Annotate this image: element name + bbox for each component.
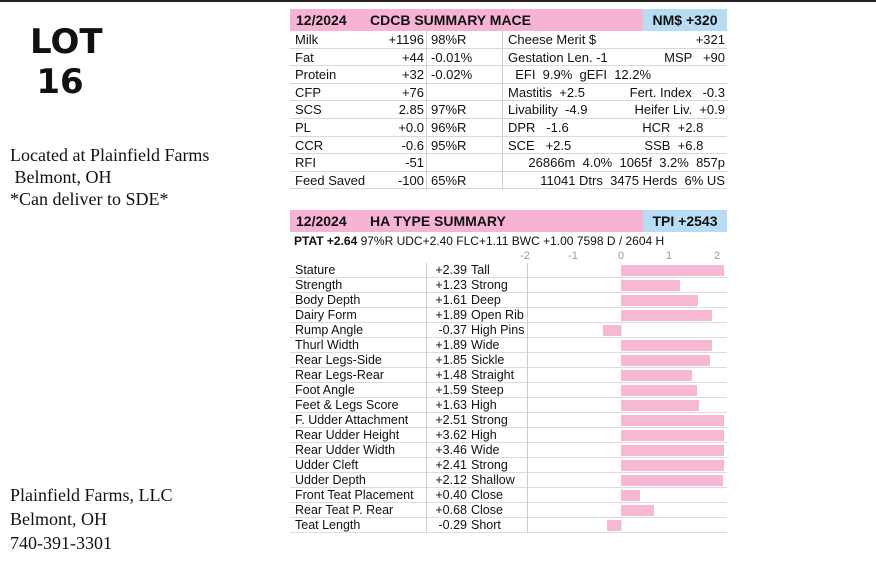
trait-value: +1.59: [435, 383, 467, 397]
column-divider: [426, 353, 427, 368]
trait-value: +0.0: [398, 119, 424, 135]
trait-name: CFP: [295, 84, 321, 100]
cdcb-row: [290, 84, 727, 102]
column-divider: [426, 428, 427, 443]
cdcb-row: [290, 49, 727, 67]
trait-value: -0.6: [401, 137, 424, 153]
trait-row: [290, 278, 727, 293]
trait-bar: [621, 340, 712, 351]
zero-line: [621, 323, 622, 338]
trait-name: Dairy Form: [295, 308, 357, 322]
trait-name: Teat Length: [295, 518, 361, 532]
extra-value: Heifer Liv. +0.9: [634, 102, 725, 118]
column-divider: [527, 368, 528, 383]
ha-type-summary-table: [290, 210, 727, 533]
trait-value: +1.85: [435, 353, 467, 367]
trait-descriptor: Steep: [471, 383, 504, 397]
column-divider: [527, 428, 528, 443]
extra-trait: DPR -1.6: [508, 119, 569, 135]
trait-value: +2.39: [435, 263, 467, 277]
trait-name: Rear Legs-Side: [295, 353, 382, 367]
top-rule: [0, 0, 876, 2]
trait-reliability: -0.02%: [431, 67, 473, 83]
trait-name: RFI: [295, 155, 316, 171]
nm-dollar-badge: NM$ +320: [643, 9, 727, 31]
trait-name: SCS: [295, 102, 322, 118]
trait-axis: [290, 250, 727, 263]
column-divider: [426, 263, 427, 278]
trait-value: +32: [401, 67, 424, 83]
cdcb-row: [290, 66, 727, 84]
trait-value: -51: [405, 155, 424, 171]
extra-trait: Cheese Merit $: [508, 32, 597, 47]
trait-row: [290, 518, 727, 533]
cdcb-row: [290, 172, 727, 190]
trait-value: +2.51: [435, 413, 467, 427]
trait-name: Strength: [295, 278, 343, 292]
column-divider: [426, 398, 427, 413]
trait-descriptor: Open Rib: [471, 308, 524, 322]
cdcb-title: CDCB SUMMARY MACE: [370, 12, 531, 28]
column-divider: [527, 398, 528, 413]
trait-name: Thurl Width: [295, 338, 359, 352]
column-divider: [426, 443, 427, 458]
trait-bar: [621, 370, 692, 381]
extra-trait: Mastitis +2.5: [508, 84, 585, 100]
trait-row: [290, 293, 727, 308]
column-divider: [527, 293, 528, 308]
trait-value: +1.48: [435, 368, 467, 382]
location-line-2: Belmont, OH: [10, 167, 112, 187]
zero-line: [621, 518, 622, 533]
column-divider: [527, 443, 528, 458]
trait-descriptor: High: [471, 428, 497, 442]
lot-label: LOT: [30, 22, 103, 62]
cdcb-summary-table: [290, 9, 727, 189]
trait-row: [290, 473, 727, 488]
trait-bar: [621, 490, 640, 501]
cdcb-row: [290, 119, 727, 137]
column-divider: [426, 383, 427, 398]
trait-descriptor: High Pins: [471, 323, 525, 337]
trait-row: [290, 398, 727, 413]
axis-tick-label: -1: [568, 250, 578, 262]
tpi-badge: TPI +2543: [643, 210, 727, 232]
trait-descriptor: Strong: [471, 413, 508, 427]
trait-row: [290, 503, 727, 518]
trait-descriptor: Deep: [471, 293, 501, 307]
trait-row: [290, 308, 727, 323]
trait-bar: [603, 325, 621, 336]
trait-name: Fat: [295, 49, 314, 65]
column-divider: [527, 518, 528, 533]
ha-title: HA TYPE SUMMARY: [370, 213, 506, 229]
trait-bar: [621, 430, 724, 441]
trait-bar: [621, 475, 723, 486]
column-divider: [426, 308, 427, 323]
extra-value: SSB +6.8: [644, 137, 725, 153]
extra-value: 26866m 4.0% 1065f 3.2% 857p: [528, 155, 725, 171]
trait-row: [290, 458, 727, 473]
trait-name: Udder Cleft: [295, 458, 359, 472]
column-divider: [527, 353, 528, 368]
trait-value: +2.41: [435, 458, 467, 472]
cdcb-row: [290, 31, 727, 49]
axis-tick-label: 1: [665, 250, 673, 262]
extra-trait: SCE +2.5: [508, 137, 572, 153]
location-block: [10, 144, 209, 210]
trait-name: PL: [295, 119, 311, 135]
column-divider: [426, 503, 427, 518]
trait-bar: [621, 295, 698, 306]
column-divider: [426, 323, 427, 338]
ha-date: 12/2024: [296, 213, 347, 229]
trait-row: [290, 383, 727, 398]
column-divider: [426, 413, 427, 428]
trait-value: +1.61: [435, 293, 467, 307]
trait-row: [290, 338, 727, 353]
trait-row: [290, 488, 727, 503]
trait-descriptor: Close: [471, 488, 503, 502]
trait-row: [290, 368, 727, 383]
column-divider: [426, 278, 427, 293]
trait-bar: [621, 445, 724, 456]
column-divider: [527, 413, 528, 428]
column-divider: [527, 488, 528, 503]
extra-value: 11041 Dtrs 3475 Herds 6% US: [540, 172, 725, 188]
ha-header: [290, 210, 727, 232]
column-divider: [527, 263, 528, 278]
extra-trait: EFI 9.9% gEFI 12.2%: [508, 67, 652, 83]
ptat-line: [290, 232, 727, 250]
trait-value: +3.62: [435, 428, 467, 442]
column-divider: [527, 473, 528, 488]
trait-value: +1.63: [435, 398, 467, 412]
trait-name: Foot Angle: [295, 383, 355, 397]
trait-bar: [621, 355, 710, 366]
trait-value: +76: [401, 84, 424, 100]
trait-descriptor: Wide: [471, 338, 500, 352]
trait-reliability: 98%R: [431, 32, 467, 47]
trait-row: [290, 353, 727, 368]
trait-name: Udder Depth: [295, 473, 366, 487]
trait-descriptor: Sickle: [471, 353, 505, 367]
trait-name: Feed Saved: [295, 172, 366, 188]
trait-name: Rear Udder Height: [295, 428, 400, 442]
trait-name: Rear Legs-Rear: [295, 368, 384, 382]
trait-name: Feet & Legs Score: [295, 398, 399, 412]
cdcb-row: [290, 154, 727, 172]
lot-number: [30, 22, 103, 102]
trait-reliability: 97%R: [431, 102, 467, 118]
axis-tick-label: 2: [713, 250, 721, 262]
column-divider: [527, 458, 528, 473]
trait-name: Rear Teat P. Rear: [295, 503, 394, 517]
extra-value: Fert. Index -0.3: [629, 84, 725, 100]
trait-bar: [621, 265, 724, 276]
trait-value: 2.85: [398, 102, 424, 118]
column-divider: [426, 293, 427, 308]
trait-value: +1.89: [435, 308, 467, 322]
extra-value: MSP +90: [664, 49, 725, 65]
cdcb-divider: [502, 31, 503, 190]
trait-value: +0.40: [435, 488, 467, 502]
trait-reliability: 95%R: [431, 137, 467, 153]
extra-value: +321: [695, 32, 725, 47]
column-divider: [426, 518, 427, 533]
column-divider: [527, 503, 528, 518]
extra-trait: Livability -4.9: [508, 102, 588, 118]
trait-value: +2.12: [435, 473, 467, 487]
trait-name: Milk: [295, 32, 319, 47]
column-divider: [527, 308, 528, 323]
column-divider: [426, 368, 427, 383]
column-divider: [527, 323, 528, 338]
axis-tick-label: -2: [520, 250, 530, 262]
trait-row: [290, 263, 727, 278]
trait-name: CCR: [295, 137, 324, 153]
location-line-1: Located at Plainfield Farms: [10, 145, 210, 165]
trait-descriptor: Wide: [471, 443, 500, 457]
trait-bar: [621, 505, 654, 516]
cdcb-row: [290, 101, 727, 119]
trait-descriptor: Straight: [471, 368, 515, 382]
trait-value: +44: [401, 49, 424, 65]
cdcb-row: [290, 137, 727, 155]
trait-name: Rump Angle: [295, 323, 364, 337]
trait-row: [290, 443, 727, 458]
column-divider: [426, 338, 427, 353]
extra-value: HCR +2.8: [642, 119, 725, 135]
column-divider: [527, 338, 528, 353]
trait-descriptor: Strong: [471, 458, 508, 472]
trait-descriptor: Close: [471, 503, 503, 517]
location-line-3: *Can deliver to SDE*: [10, 189, 169, 209]
trait-value: +1196: [388, 32, 424, 47]
farm-phone: 740-391-3301: [10, 533, 112, 553]
trait-value: +3.46: [435, 443, 467, 457]
trait-descriptor: Strong: [471, 278, 508, 292]
farm-name: Plainfield Farms, LLC: [10, 485, 173, 505]
trait-name: Front Teat Placement: [295, 488, 414, 502]
trait-name: Rear Udder Width: [295, 443, 396, 457]
trait-bar: [607, 520, 621, 531]
trait-bar: [621, 310, 712, 321]
trait-value: +1.23: [435, 278, 467, 292]
trait-row: [290, 323, 727, 338]
trait-name: F. Udder Attachment: [295, 413, 409, 427]
trait-row: [290, 428, 727, 443]
trait-descriptor: Short: [471, 518, 501, 532]
cdcb-date: 12/2024: [296, 12, 347, 28]
trait-name: Body Depth: [295, 293, 361, 307]
trait-value: +1.89: [435, 338, 467, 352]
farm-city: Belmont, OH: [10, 509, 107, 529]
contact-block: [10, 483, 172, 555]
trait-row: [290, 413, 727, 428]
cdcb-divider: [426, 31, 427, 190]
trait-value: -0.29: [438, 518, 467, 532]
trait-value: +0.68: [435, 503, 467, 517]
column-divider: [426, 488, 427, 503]
axis-tick-label: 0: [617, 250, 625, 262]
trait-descriptor: High: [471, 398, 497, 412]
trait-reliability: 65%R: [431, 172, 467, 188]
trait-bar: [621, 280, 680, 291]
lot-value: 16: [36, 62, 84, 102]
trait-descriptor: Tall: [471, 263, 490, 277]
trait-descriptor: Shallow: [471, 473, 515, 487]
trait-value: -100: [397, 172, 424, 188]
ptat-label: PTAT +2.64: [294, 234, 358, 248]
trait-name: Protein: [295, 67, 337, 83]
trait-reliability: 96%R: [431, 119, 467, 135]
trait-reliability: -0.01%: [431, 49, 473, 65]
cdcb-header: [290, 9, 727, 31]
ptat-details: 97%R UDC+2.40 FLC+1.11 BWC +1.00 7598 D / 2604 H: [357, 234, 665, 248]
trait-bar: [621, 415, 724, 426]
column-divider: [527, 278, 528, 293]
trait-bar: [621, 400, 699, 411]
trait-name: Stature: [295, 263, 336, 277]
trait-bar: [621, 460, 724, 471]
column-divider: [426, 458, 427, 473]
trait-value: -0.37: [438, 323, 467, 337]
trait-bar: [621, 385, 697, 396]
column-divider: [426, 473, 427, 488]
extra-trait: Gestation Len. -1: [508, 49, 608, 65]
column-divider: [527, 383, 528, 398]
